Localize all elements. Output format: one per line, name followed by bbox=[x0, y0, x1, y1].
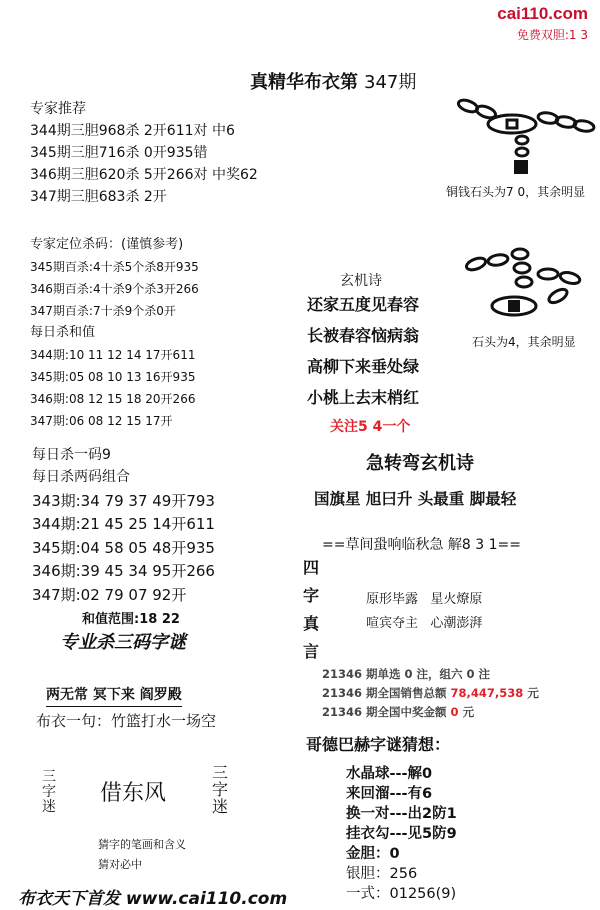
riddle-word: 借东风 bbox=[100, 781, 167, 806]
expert-line: 346期三胆620杀 5开266对 中奖62 bbox=[30, 167, 258, 183]
wuchang-line: 两无常 冥下来 阎罗殿 bbox=[46, 684, 182, 707]
goedel-line: 银胆：256 bbox=[346, 866, 418, 882]
sum-kill-line: 346期:08 12 15 18 20开266 bbox=[30, 392, 196, 406]
two-code-line: 346期:39 45 34 95开266 bbox=[32, 562, 215, 580]
four-word: 星火燎原 bbox=[430, 592, 483, 607]
goedel-line: 水晶球---解0 bbox=[346, 766, 433, 782]
goedel-list bbox=[346, 764, 457, 904]
two-code-line: 347期:02 79 07 92开 bbox=[32, 585, 187, 604]
vertical-char: 真 bbox=[303, 614, 320, 633]
two-code-section bbox=[32, 466, 215, 607]
stats-single: 21346 期单选 0 注，组六 0 注 bbox=[322, 667, 491, 681]
goedel-line: 金胆：0 bbox=[346, 846, 400, 862]
vertical-char: 迷 bbox=[42, 799, 56, 815]
vertical-char: 三 bbox=[212, 763, 229, 782]
position-kill-line: 347期百杀:7十杀9个杀0开 bbox=[30, 304, 176, 318]
stats-prize-value: 0 bbox=[450, 705, 459, 719]
free-double-pick: 免费双胆:1 3 bbox=[516, 28, 588, 42]
daily-kill-one: 每日杀一码9 bbox=[32, 447, 111, 463]
sum-kill-heading: 每日杀和值 bbox=[30, 325, 96, 340]
vertical-char: 言 bbox=[303, 642, 320, 661]
vertical-char: 字 bbox=[212, 780, 229, 799]
expert-section bbox=[30, 98, 258, 208]
stats-prize bbox=[322, 704, 474, 720]
goedel-line: 来回溜---有6 bbox=[346, 786, 433, 802]
sum-kill-line: 345期:05 08 10 13 16开935 bbox=[30, 370, 196, 384]
buyi-sentence: 布衣一句：竹篮打水一场空 bbox=[36, 712, 217, 730]
two-code-heading: 每日杀两码组合 bbox=[32, 469, 130, 485]
footer-brand[interactable]: 布衣天下首发 www.cai110.com bbox=[18, 889, 288, 909]
goedel-line: 挂衣勾---见5防9 bbox=[346, 826, 457, 842]
turn-poem-title: 急转弯玄机诗 bbox=[366, 453, 474, 474]
coin-chain-icon bbox=[452, 96, 600, 178]
position-kill-line: 345期百杀:4十杀5个杀8开935 bbox=[30, 260, 199, 274]
sum-kill-line: 347期:06 08 12 15 17开 bbox=[30, 414, 173, 428]
vertical-char: 四 bbox=[303, 558, 320, 577]
poem-line: 长被春容恼病翁 bbox=[307, 326, 420, 345]
poem-body bbox=[307, 289, 419, 413]
expert-line: 347期三胆683杀 2开 bbox=[30, 189, 167, 205]
four-words-row bbox=[366, 612, 482, 631]
four-word: 喧宾夺主 bbox=[366, 616, 419, 631]
title-text: 真精华布衣第 bbox=[250, 72, 358, 93]
poem-line: 小桃上去末梢红 bbox=[307, 388, 420, 407]
stats-sales bbox=[322, 685, 539, 701]
vertical-char: 三 bbox=[42, 769, 56, 785]
grass-line: ==草间蛩响临秋急 解8 3 1== bbox=[322, 537, 521, 553]
vertical-char: 字 bbox=[42, 784, 56, 800]
sum-kill-line: 344期:10 11 12 14 17开611 bbox=[30, 348, 196, 362]
caption-coin: 铜钱石头为7 0，其余明显 bbox=[446, 185, 586, 199]
vertical-char: 迷 bbox=[212, 797, 229, 816]
riddle-hint: 猜字的笔画和含义 bbox=[98, 838, 186, 851]
stats-sales-label: 21346 期全国销售总额 bbox=[322, 686, 447, 700]
position-kill-heading: 专家定位杀码：(谨慎参考) bbox=[30, 237, 184, 252]
two-code-line: 345期:04 58 05 48开935 bbox=[32, 538, 215, 557]
sum-range: 和值范围:18 22 bbox=[82, 612, 180, 627]
four-word: 心潮澎湃 bbox=[430, 616, 483, 631]
goedel-line: 一式：01256(9) bbox=[346, 886, 457, 902]
stats-sales-unit: 元 bbox=[527, 686, 539, 700]
position-kill-line: 346期百杀:4十杀9个杀3开266 bbox=[30, 282, 199, 296]
four-word: 原形毕露 bbox=[366, 592, 419, 607]
poem-heading: 玄机诗 bbox=[340, 273, 382, 289]
caption-stone: 石头为4，其余明显 bbox=[472, 335, 576, 349]
four-words-row bbox=[366, 588, 482, 607]
goedel-heading: 哥德巴赫字谜猜想： bbox=[306, 735, 451, 754]
stats-sales-value: 78,447,538 bbox=[450, 686, 524, 700]
expert-line: 345期三胆716杀 0开935错 bbox=[30, 145, 208, 161]
poem-line: 高柳下来垂处绿 bbox=[307, 357, 420, 376]
vertical-char: 字 bbox=[303, 586, 320, 605]
two-code-line: 343期:34 79 37 49开793 bbox=[32, 491, 215, 510]
stone-chain-icon bbox=[458, 246, 598, 326]
position-kill-section bbox=[30, 234, 199, 432]
expert-heading: 专家推荐 bbox=[30, 101, 86, 117]
riddle-hint: 猜对必中 bbox=[98, 858, 142, 871]
title-issue: 347期 bbox=[364, 72, 417, 93]
four-words-vertical bbox=[303, 554, 319, 666]
riddle-left-vertical bbox=[42, 770, 56, 815]
riddle-right-vertical bbox=[212, 764, 228, 815]
flag-line: 国旗星 旭曰升 头最重 脚最轻 bbox=[314, 490, 517, 508]
pro-riddle-title: 专业杀三码字谜 bbox=[60, 632, 186, 653]
goedel-line: 换一对---出2防1 bbox=[346, 806, 457, 822]
page-title bbox=[250, 68, 416, 94]
poem-line: 还家五度见春容 bbox=[307, 295, 420, 314]
stats-prize-unit: 元 bbox=[462, 705, 475, 719]
two-code-line: 344期:21 45 25 14开611 bbox=[32, 515, 215, 533]
expert-line: 344期三胆968杀 2开611对 中6 bbox=[30, 123, 235, 139]
poem-focus: 关注5 4一个 bbox=[330, 419, 411, 435]
site-name[interactable]: cai110.com bbox=[497, 4, 588, 23]
stats-prize-label: 21346 期全国中奖金额 bbox=[322, 705, 447, 719]
